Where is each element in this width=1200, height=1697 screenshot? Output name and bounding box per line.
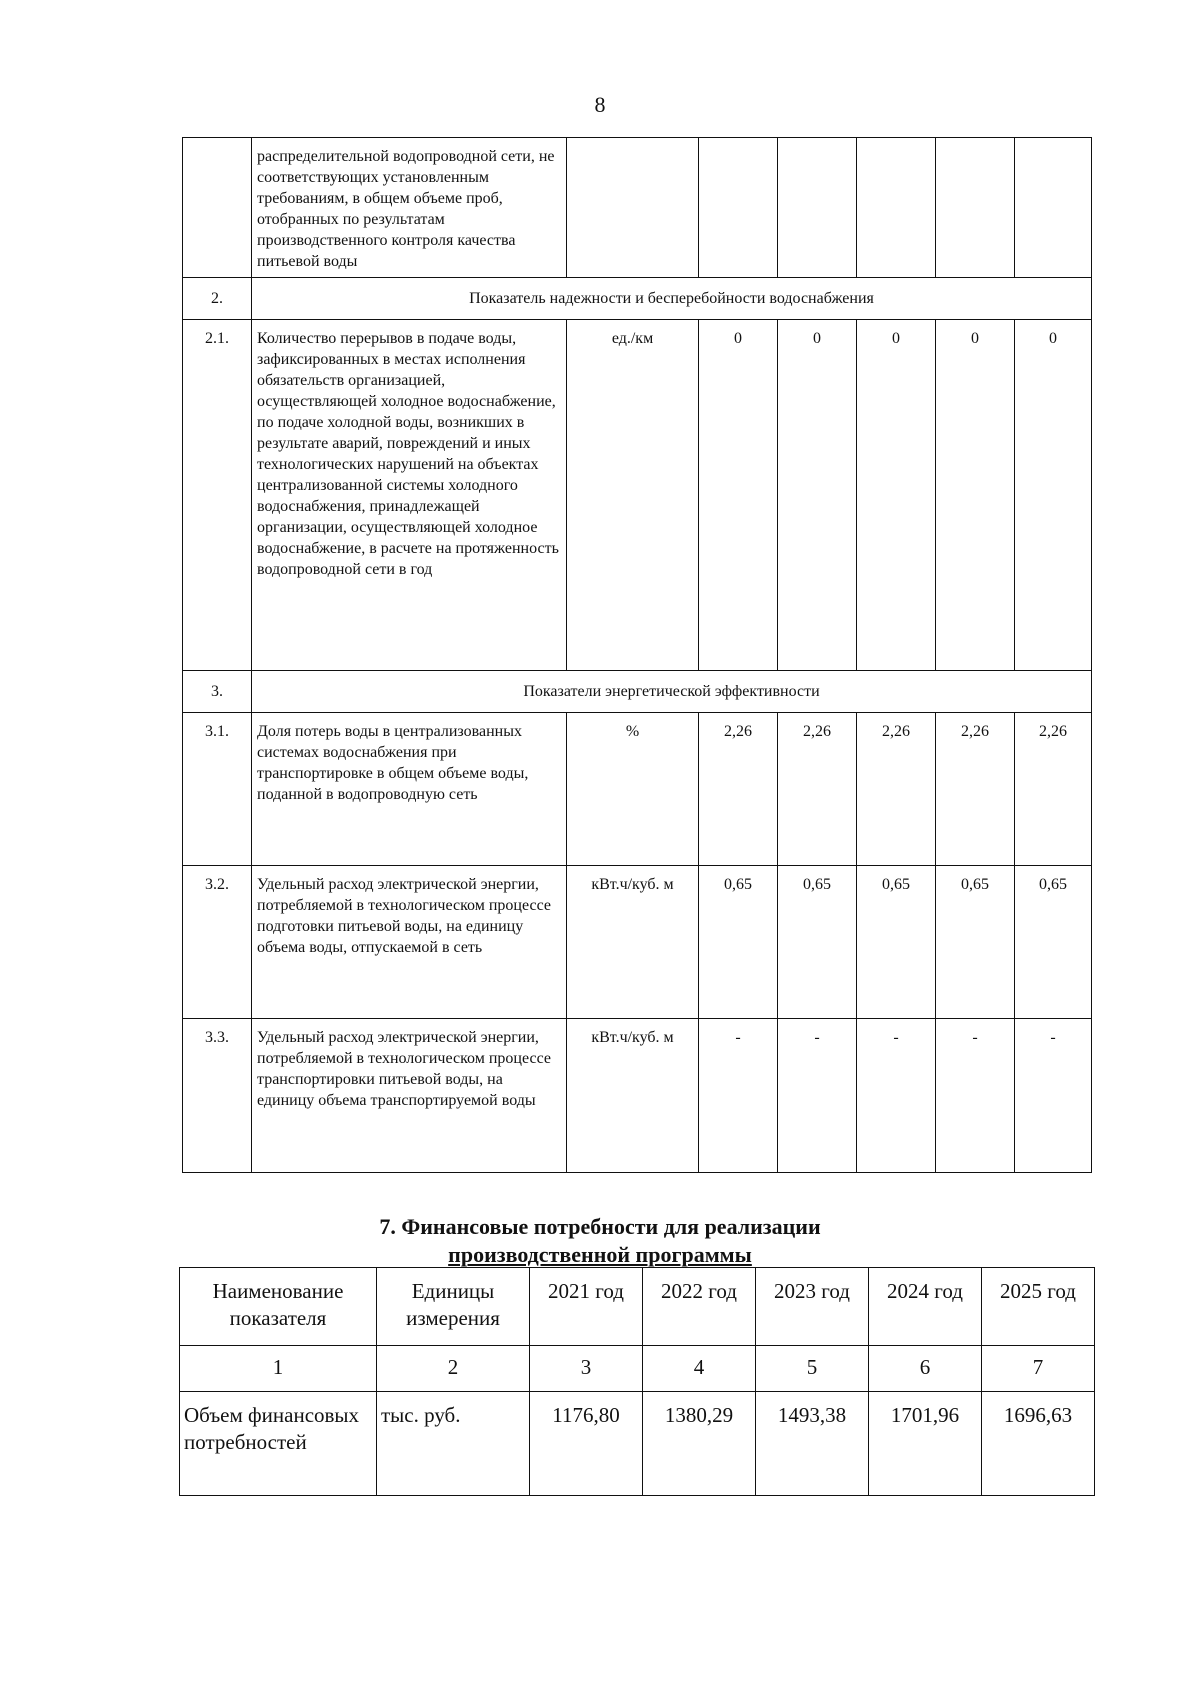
value-cell: - (1015, 1019, 1092, 1173)
unit-cell: кВт.ч/куб. м (567, 1019, 699, 1173)
value-cell: - (936, 1019, 1015, 1173)
financial-needs-table (179, 1267, 1095, 1496)
column-number-cell: 6 (869, 1346, 982, 1392)
value-cell: 0,65 (778, 866, 857, 1019)
value-cell: 2,26 (699, 713, 778, 866)
value-cell (857, 138, 936, 278)
indicator-name-cell: Удельный расход электрической энергии, потребляемой в технологическом процессе подготовки питьевой воды, на единицу объема воды, отпускаемой в сеть (252, 866, 567, 1019)
table-row (183, 138, 1092, 278)
value-cell: 2,26 (936, 713, 1015, 866)
header-cell: 2023 год (756, 1268, 869, 1346)
value-cell: - (857, 1019, 936, 1173)
value-cell: 0 (778, 320, 857, 671)
section-7-heading (0, 1213, 1200, 1269)
value-cell: 2,26 (778, 713, 857, 866)
header-cell: 2024 год (869, 1268, 982, 1346)
section-row (183, 671, 1092, 713)
column-number-cell: 7 (982, 1346, 1095, 1392)
value-cell: 1701,96 (869, 1392, 982, 1496)
indicator-name-cell: Объем финансовых потребностей (180, 1392, 377, 1496)
value-cell: 0 (936, 320, 1015, 671)
table-row (183, 713, 1092, 866)
unit-cell: ед./км (567, 320, 699, 671)
unit-cell: кВт.ч/куб. м (567, 866, 699, 1019)
column-number-cell: 1 (180, 1346, 377, 1392)
row-number: 3.2. (183, 866, 252, 1019)
unit-cell (567, 138, 699, 278)
value-cell: 0 (1015, 320, 1092, 671)
indicator-name-cell: Количество перерывов в подаче воды, зафиксированных в местах исполнения обязательств организацией, осуществляющей холодное водоснабжение, по подаче холодной воды, возникших в результате аварий, повреждений и иных технологических нарушений на объектах централизованной системы холодного водоснабжения, принадлежащей организации, осуществляющей холодное водоснабжение, в расчете на протяженность водопроводной сети в год (252, 320, 567, 671)
section-number: 3. (183, 671, 252, 713)
table-row (180, 1392, 1095, 1496)
value-cell: - (699, 1019, 778, 1173)
indicator-name-cell: Удельный расход электрической энергии, потребляемой в технологическом процессе транспортировки питьевой воды, на единицу объема транспортируемой воды (252, 1019, 567, 1173)
unit-cell: % (567, 713, 699, 866)
value-cell (778, 138, 857, 278)
section-7-title-line1: 7. Финансовые потребности для реализации (379, 1214, 821, 1239)
value-cell: 2,26 (857, 713, 936, 866)
value-cell: 1696,63 (982, 1392, 1095, 1496)
row-number: 3.3. (183, 1019, 252, 1173)
value-cell: 0,65 (699, 866, 778, 1019)
value-cell (936, 138, 1015, 278)
section-7-title-line2: производственной программы (448, 1242, 752, 1267)
value-cell: 1380,29 (643, 1392, 756, 1496)
indicator-name-cell: распределительной водопроводной сети, не соответствующих установленным требованиям, в общем объеме проб, отобранных по результатам производственного контроля качества питьевой воды (252, 138, 567, 278)
page-number: 8 (594, 92, 606, 117)
value-cell: 0,65 (1015, 866, 1092, 1019)
column-number-cell: 2 (377, 1346, 530, 1392)
value-cell: 0 (699, 320, 778, 671)
indicators-table (182, 137, 1092, 1173)
value-cell (699, 138, 778, 278)
header-cell: Наименование показателя (180, 1268, 377, 1346)
value-cell: 0 (857, 320, 936, 671)
header-cell: Единицы измерения (377, 1268, 530, 1346)
column-number-row (180, 1346, 1095, 1392)
table-row (183, 320, 1092, 671)
section-title: Показатели энергетической эффективности (252, 671, 1092, 713)
value-cell: 1493,38 (756, 1392, 869, 1496)
table-row (183, 1019, 1092, 1173)
header-cell: 2022 год (643, 1268, 756, 1346)
table-row (183, 866, 1092, 1019)
section-row (183, 278, 1092, 320)
unit-cell: тыс. руб. (377, 1392, 530, 1496)
column-number-cell: 5 (756, 1346, 869, 1392)
row-number: 3.1. (183, 713, 252, 866)
value-cell: 2,26 (1015, 713, 1092, 866)
value-cell: 1176,80 (530, 1392, 643, 1496)
row-number: 2.1. (183, 320, 252, 671)
section-title: Показатель надежности и бесперебойности водоснабжения (252, 278, 1092, 320)
value-cell: 0,65 (857, 866, 936, 1019)
value-cell (1015, 138, 1092, 278)
header-cell: 2025 год (982, 1268, 1095, 1346)
column-number-cell: 4 (643, 1346, 756, 1392)
value-cell: - (778, 1019, 857, 1173)
value-cell: 0,65 (936, 866, 1015, 1019)
column-number-cell: 3 (530, 1346, 643, 1392)
section-number: 2. (183, 278, 252, 320)
row-number (183, 138, 252, 278)
header-cell: 2021 год (530, 1268, 643, 1346)
header-row (180, 1268, 1095, 1346)
indicator-name-cell: Доля потерь воды в централизованных системах водоснабжения при транспортировке в общем объеме воды, поданной в водопроводную сеть (252, 713, 567, 866)
